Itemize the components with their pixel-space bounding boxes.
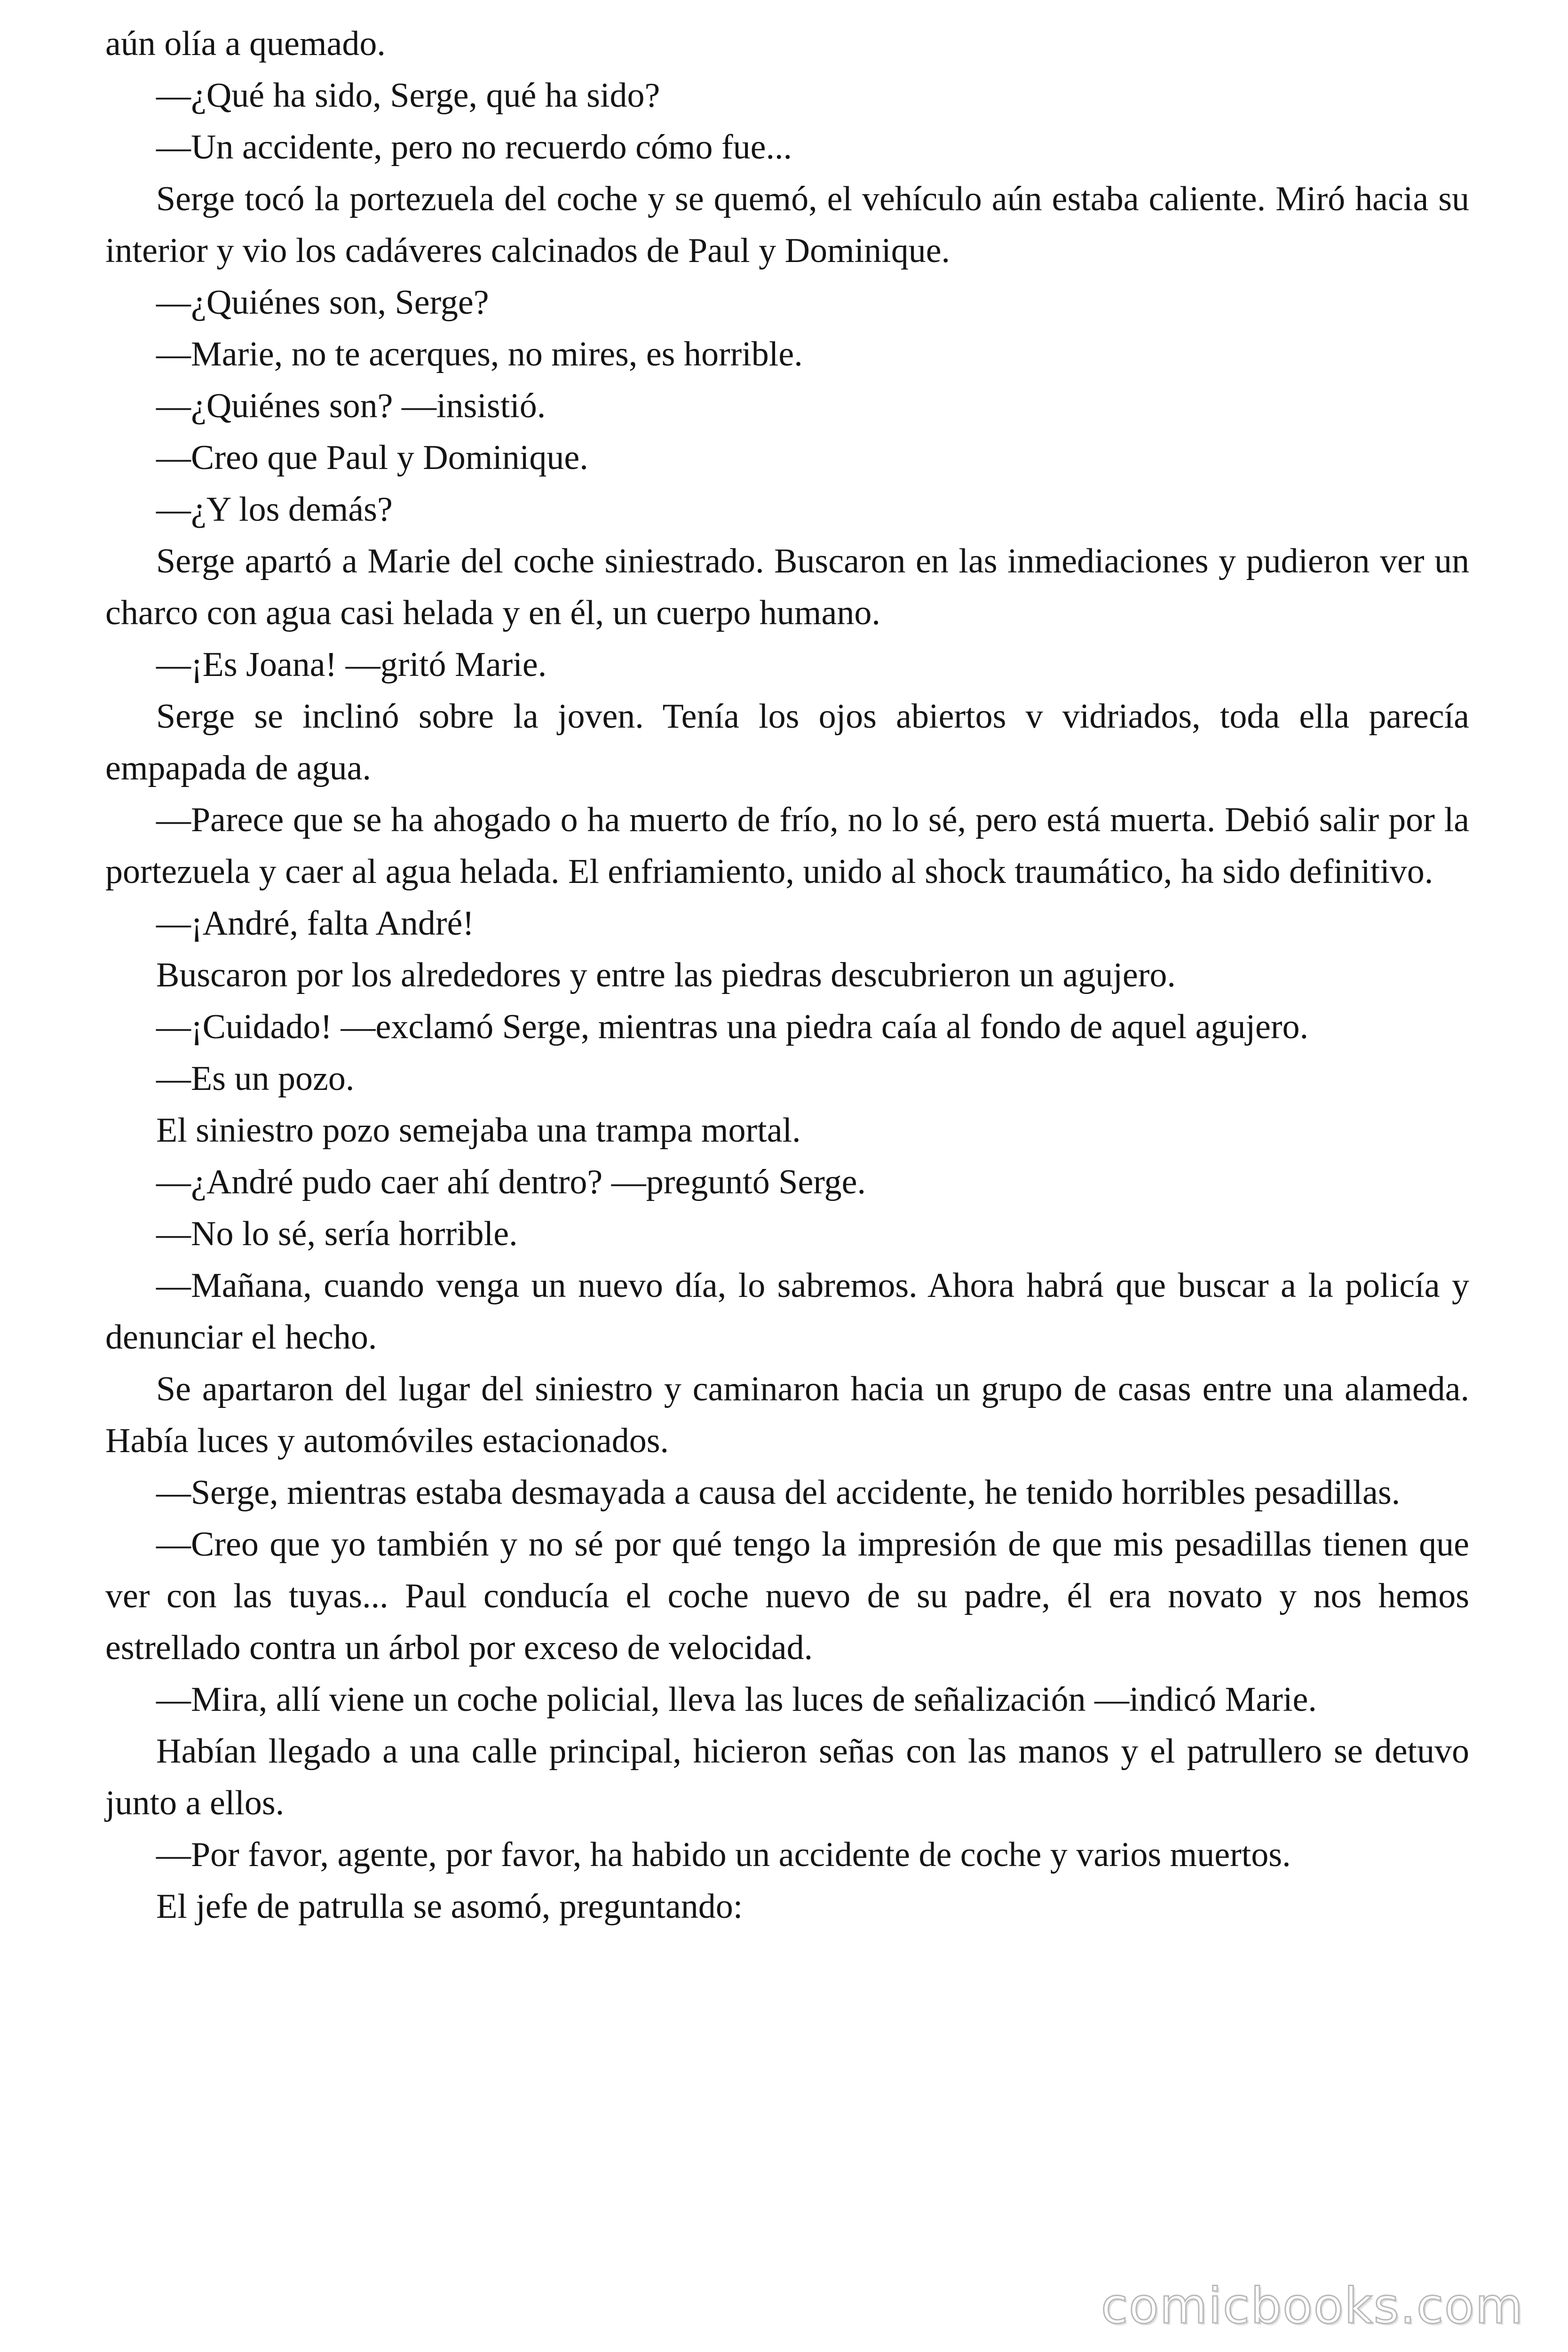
- paragraph: —¡Cuidado! —exclamó Serge, mientras una piedra caía al fondo de aquel agujero.: [156, 1008, 1309, 1046]
- paragraph: —Por favor, agente, por favor, ha habido un accidente de coche y varios muertos.: [156, 1836, 1291, 1874]
- paragraph: —Mira, allí viene un coche policial, lleva las luces de señalización —indicó Marie.: [156, 1680, 1317, 1719]
- paragraph: —¡André, falta André!: [156, 904, 475, 943]
- paragraph: aún olía a quemado.: [105, 24, 386, 63]
- paragraph: El siniestro pozo semejaba una trampa mortal.: [156, 1111, 801, 1150]
- paragraph: —Creo que Paul y Dominique.: [156, 438, 588, 477]
- paragraph: —No lo sé, sería horrible.: [156, 1215, 518, 1253]
- paragraph: —Es un pozo.: [156, 1059, 355, 1098]
- paragraph: —¿Qué ha sido, Serge, qué ha sido?: [156, 76, 660, 115]
- paragraph: —¿André pudo caer ahí dentro? —preguntó Serge.: [156, 1163, 866, 1201]
- paragraph: —Parece que se ha ahogado o ha muerto de frío, no lo sé, pero está muerta. Debió salir por la portezuela y caer al agua helada. El enfriamiento, unido al shock traumático, ha sido definitivo.: [105, 801, 1469, 891]
- watermark: comicbooks.com: [1101, 2277, 1524, 2335]
- book-page-text: [105, 18, 1469, 1932]
- paragraph: —¿Quiénes son, Serge?: [156, 283, 489, 322]
- paragraph: Serge se inclinó sobre la joven. Tenía los ojos abiertos v vidriados, toda ella parecía empapada de agua.: [105, 697, 1469, 787]
- paragraph: Serge apartó a Marie del coche siniestrado. Buscaron en las inmediaciones y pudieron ver un charco con agua casi helada y en él, un cuerpo humano.: [105, 542, 1469, 632]
- paragraph: Habían llegado a una calle principal, hicieron señas con las manos y el patrullero se detuvo junto a ellos.: [105, 1732, 1469, 1822]
- paragraph: Se apartaron del lugar del siniestro y caminaron hacia un grupo de casas entre una alameda. Había luces y automóviles estacionados.: [105, 1370, 1469, 1460]
- paragraph: —¿Y los demás?: [156, 490, 393, 529]
- paragraph: —Un accidente, pero no recuerdo cómo fue...: [156, 128, 792, 167]
- paragraph: —Mañana, cuando venga un nuevo día, lo sabremos. Ahora habrá que buscar a la policía y denunciar el hecho.: [105, 1266, 1469, 1357]
- paragraph: Serge tocó la portezuela del coche y se quemó, el vehículo aún estaba caliente. Miró hacia su interior y vio los cadáveres calcinados de Paul y Dominique.: [105, 180, 1469, 270]
- paragraph: —Creo que yo también y no sé por qué tengo la impresión de que mis pesadillas tienen que ver con las tuyas... Paul conducía el coche nuevo de su padre, él era novato y nos hemos estrellado contra un árbol por exceso de velocidad.: [105, 1525, 1469, 1667]
- paragraph: —¡Es Joana! —gritó Marie.: [156, 645, 547, 684]
- paragraph: —Marie, no te acerques, no mires, es horrible.: [156, 335, 803, 373]
- paragraph: Buscaron por los alrededores y entre las piedras descubrieron un agujero.: [156, 956, 1176, 994]
- paragraph: —¿Quiénes son? —insistió.: [156, 387, 546, 425]
- paragraph: —Serge, mientras estaba desmayada a causa del accidente, he tenido horribles pesadillas.: [156, 1473, 1401, 1512]
- paragraph: El jefe de patrulla se asomó, preguntando:: [156, 1887, 743, 1926]
